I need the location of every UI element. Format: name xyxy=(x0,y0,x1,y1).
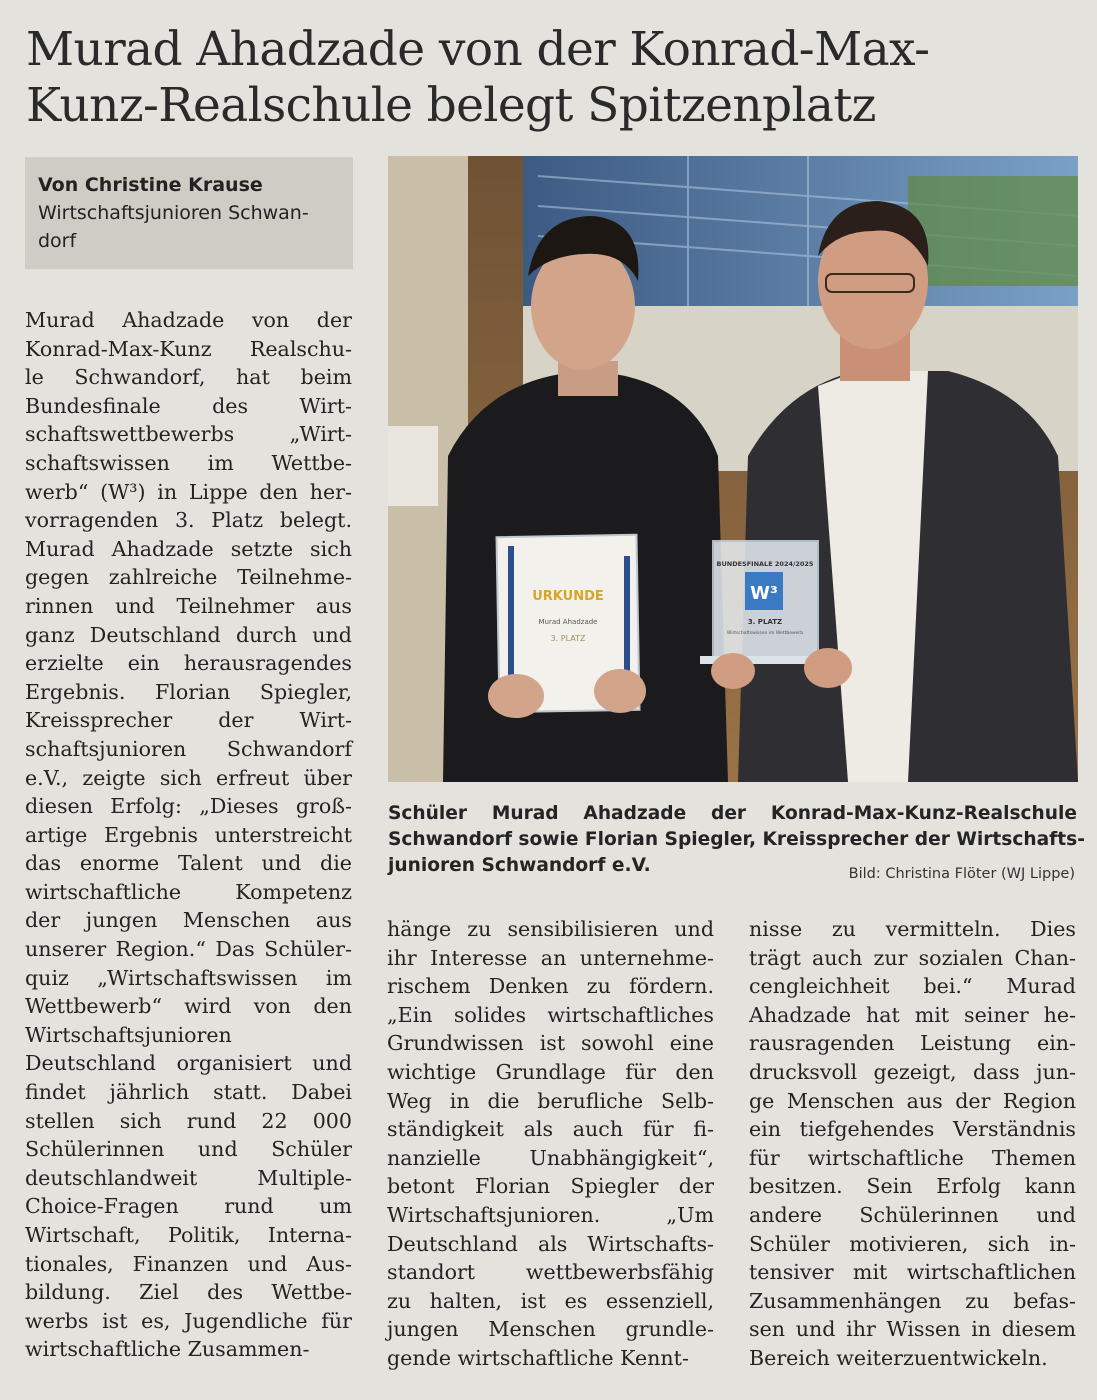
body-line: stellen sich rund 22 000 xyxy=(25,1108,352,1133)
body-line: drucksvoll gezeigt, dass jun- xyxy=(749,1059,1076,1084)
body-line: cengleichheit bei.“ Murad xyxy=(749,974,1076,999)
body-line: der jungen Menschen aus xyxy=(25,908,352,933)
body-line: deutschlandweit Multiple- xyxy=(25,1165,352,1190)
body-line: schaftsjunioren Schwandorf xyxy=(25,736,352,761)
body-column-2 xyxy=(387,915,714,1373)
body-line: Bundesfinale des Wirt- xyxy=(25,393,352,418)
certificate-place: 3. PLATZ xyxy=(550,634,586,643)
byline-org-line-1: Wirtschaftsjunioren Schwan- xyxy=(38,202,309,224)
body-line: quiz „Wirtschaftswissen im xyxy=(25,965,352,990)
byline-box xyxy=(25,157,353,269)
body-line: wichtige Grundlage für den xyxy=(387,1059,714,1084)
body-line: nanzielle Unabhängigkeit“, xyxy=(387,1145,714,1170)
body-line: andere Schülerinnen und xyxy=(749,1202,1076,1227)
body-line: Kreissprecher der Wirt- xyxy=(25,708,352,733)
body-line: vorragenden 3. Platz belegt. xyxy=(25,508,352,533)
body-line: zu halten, ist es essenziell, xyxy=(387,1288,714,1313)
body-line: ge Menschen aus der Region xyxy=(749,1088,1076,1113)
body-line: ihr Interesse an unternehme- xyxy=(387,945,714,970)
byline-author: Von Christine Krause xyxy=(38,174,263,196)
body-line: betont Florian Spiegler der xyxy=(387,1174,714,1199)
body-line: bildung. Ziel des Wettbe- xyxy=(25,1280,352,1305)
body-line: Deutschland als Wirtschafts- xyxy=(387,1231,714,1256)
photo-illustration xyxy=(388,156,1078,782)
body-line: gende wirtschaftliche Kennt- xyxy=(387,1345,689,1370)
body-line: Murad Ahadzade setzte sich xyxy=(25,536,352,561)
body-line: Konrad-Max-Kunz Realschu- xyxy=(25,336,352,361)
body-line: für wirtschaftliche Themen xyxy=(749,1145,1076,1170)
certificate-name: Murad Ahadzade xyxy=(538,618,598,626)
body-line: „Ein solides wirtschaftliches xyxy=(387,1002,714,1027)
trophy-place: 3. PLATZ xyxy=(747,618,783,626)
body-line: Ahadzade hat mit seiner he- xyxy=(749,1002,1076,1027)
body-line: werb“ (W³) in Lippe den her- xyxy=(25,479,352,504)
body-line: standort wettbewerbsfähig xyxy=(387,1260,714,1285)
body-line: ständigkeit als auch für fi- xyxy=(387,1117,714,1142)
body-line: Wettbewerb“ wird von den xyxy=(25,994,352,1019)
body-line: tionales, Finanzen und Aus- xyxy=(25,1251,352,1276)
byline-org-line-2: dorf xyxy=(38,230,77,252)
body-line: diesen Erfolg: „Dieses groß- xyxy=(25,794,352,819)
body-line: Wirtschaft, Politik, Interna- xyxy=(25,1223,352,1247)
body-line: Weg in die berufliche Selb- xyxy=(387,1088,714,1113)
body-line: ein tiefgehendes Verständnis xyxy=(749,1117,1076,1142)
body-line: Ergebnis. Florian Spiegler, xyxy=(25,679,352,704)
article-photo xyxy=(388,156,1078,782)
body-line: ganz Deutschland durch und xyxy=(25,622,352,647)
body-line: trägt auch zur sozialen Chan- xyxy=(749,945,1076,970)
body-line: schaftswissen im Wettbe- xyxy=(25,450,352,475)
body-line: le Schwandorf, hat beim xyxy=(25,365,352,390)
certificate-title: URKUNDE xyxy=(532,589,604,604)
body-line: erzielte ein herausragendes xyxy=(25,651,352,676)
body-column-3 xyxy=(749,915,1076,1373)
body-line: Wirtschaftsjunioren xyxy=(25,1022,232,1047)
body-line: Murad Ahadzade von der xyxy=(25,308,352,332)
body-line: besitzen. Sein Erfolg kann xyxy=(749,1174,1076,1199)
body-line: unserer Region.“ Das Schüler- xyxy=(25,937,352,962)
caption-line-2: Schwandorf sowie Florian Spiegler, Kreissprecher der Wirtschafts- xyxy=(388,829,1085,850)
body-line: Deutschland organisiert und xyxy=(25,1051,352,1076)
body-line: Bereich weiterzuentwickeln. xyxy=(749,1345,1048,1370)
body-line: gegen zahlreiche Teilnehme- xyxy=(25,565,352,590)
body-line: Schüler motivieren, sich in- xyxy=(749,1231,1076,1256)
body-line: findet jährlich statt. Dabei xyxy=(25,1080,352,1105)
body-line: Grundwissen ist sowohl eine xyxy=(387,1031,714,1056)
body-line: wirtschaftliche Kompetenz xyxy=(25,879,352,904)
body-line: rinnen und Teilnehmer aus xyxy=(25,593,352,618)
body-line: nisse zu vermitteln. Dies xyxy=(749,917,1076,941)
headline-line-1: Murad Ahadzade von der Konrad-Max- xyxy=(26,22,930,77)
article-headline xyxy=(26,22,1076,134)
body-column-1 xyxy=(25,306,352,1364)
trophy-subtitle: Wirtschaftswissen im Wettbewerb xyxy=(726,631,804,636)
body-line: werbs ist es, Jugendliche für xyxy=(25,1308,352,1333)
body-line: rischem Denken zu fördern. xyxy=(387,974,714,999)
body-line: jungen Menschen grundle- xyxy=(387,1317,714,1342)
body-line: Wirtschaftsjunioren. „Um xyxy=(387,1202,714,1227)
body-line: das enorme Talent und die xyxy=(25,851,352,876)
body-line: schaftswettbewerbs „Wirt- xyxy=(25,422,352,447)
body-line: wirtschaftliche Zusammen- xyxy=(25,1337,310,1362)
trophy-header: BUNDESFINALE 2024/2025 xyxy=(716,560,814,568)
body-line: artige Ergebnis unterstreicht xyxy=(25,822,352,847)
body-line: Choice-Fragen rund um xyxy=(25,1194,352,1219)
photo-credit: Bild: Christina Flöter (WJ Lippe) xyxy=(848,866,1075,882)
caption-line-3: junioren Schwandorf e.V. xyxy=(388,855,651,876)
body-line: Zusammenhängen zu befas- xyxy=(749,1288,1076,1313)
body-line: Schülerinnen und Schüler xyxy=(25,1137,352,1162)
trophy-logo: W³ xyxy=(750,583,778,604)
body-line: rausragenden Leistung ein- xyxy=(749,1031,1076,1056)
body-line: hänge zu sensibilisieren und xyxy=(387,917,714,941)
body-line: tensiver mit wirtschaftlichen xyxy=(749,1260,1076,1285)
body-line: e.V., zeigte sich erfreut über xyxy=(25,765,352,790)
body-line: sen und ihr Wissen in diesem xyxy=(749,1317,1076,1342)
caption-line-1: Schüler Murad Ahadzade der Konrad-Max-Kunz-Realschule xyxy=(388,803,1077,824)
headline-line-2: Kunz-Realschule belegt Spitzenplatz xyxy=(26,78,876,133)
